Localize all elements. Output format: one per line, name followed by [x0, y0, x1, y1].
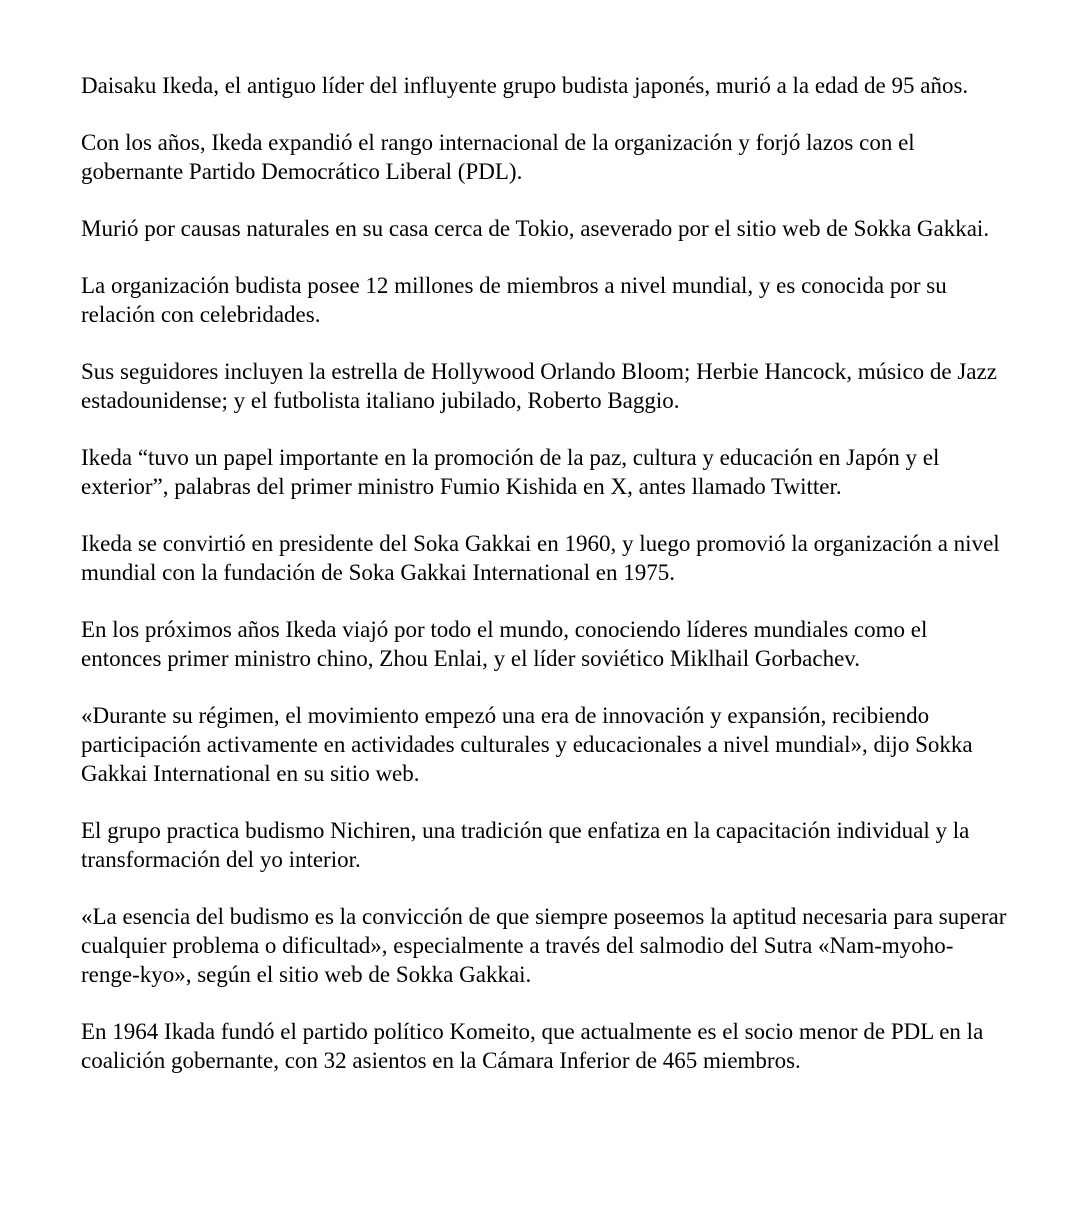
paragraph-1: Daisaku Ikeda, el antiguo líder del influyente grupo budista japonés, murió a la edad de 95 años.	[81, 73, 969, 98]
paragraph-2: Con los años, Ikeda expandió el rango internacional de la organización y forjó lazos con el gobernante Partido Democrático Liberal (PDL).	[81, 130, 915, 184]
paragraph-6: Ikeda “tuvo un papel importante en la promoción de la paz, cultura y educación en Japón y el exterior”, palabras del primer ministro Fumio Kishida en X, antes llamado Twitter.	[81, 445, 940, 499]
document-page	[81, 71, 1011, 1103]
paragraph-7: Ikeda se convirtió en presidente del Soka Gakkai en 1960, y luego promovió la organización a nivel mundial con la fundación de Soka Gakkai International en 1975.	[81, 531, 1000, 585]
paragraph-4: La organización budista posee 12 millones de miembros a nivel mundial, y es conocida por su relación con celebridades.	[81, 273, 947, 327]
paragraph-9: «Durante su régimen, el movimiento empezó una era de innovación y expansión, recibiendo participación activamente en actividades culturales y educacionales a nivel mundial», dijo Sokka Gakkai International en su sitio web.	[81, 703, 973, 786]
paragraph-11: «La esencia del budismo es la convicción de que siempre poseemos la aptitud necesaria para superar cualquier problema o dificultad», especialmente a través del salmodio del Sutra «Nam-myoho-renge-kyo», según el sitio web de Sokka Gakkai.	[81, 904, 1007, 987]
paragraph-3: Murió por causas naturales en su casa cerca de Tokio, aseverado por el sitio web de Sokka Gakkai.	[81, 216, 990, 241]
paragraph-12: En 1964 Ikada fundó el partido político Komeito, que actualmente es el socio menor de PDL en la coalición gobernante, con 32 asientos en la Cámara Inferior de 465 miembros.	[81, 1019, 984, 1073]
paragraph-10: El grupo practica budismo Nichiren, una tradición que enfatiza en la capacitación individual y la transformación del yo interior.	[81, 818, 970, 872]
paragraph-8: En los próximos años Ikeda viajó por todo el mundo, conociendo líderes mundiales como el entonces primer ministro chino, Zhou Enlai, y el líder soviético Miklhail Gorbachev.	[81, 617, 928, 671]
paragraph-5: Sus seguidores incluyen la estrella de Hollywood Orlando Bloom; Herbie Hancock, músico de Jazz estadounidense; y el futbolista italiano jubilado, Roberto Baggio.	[81, 359, 997, 413]
